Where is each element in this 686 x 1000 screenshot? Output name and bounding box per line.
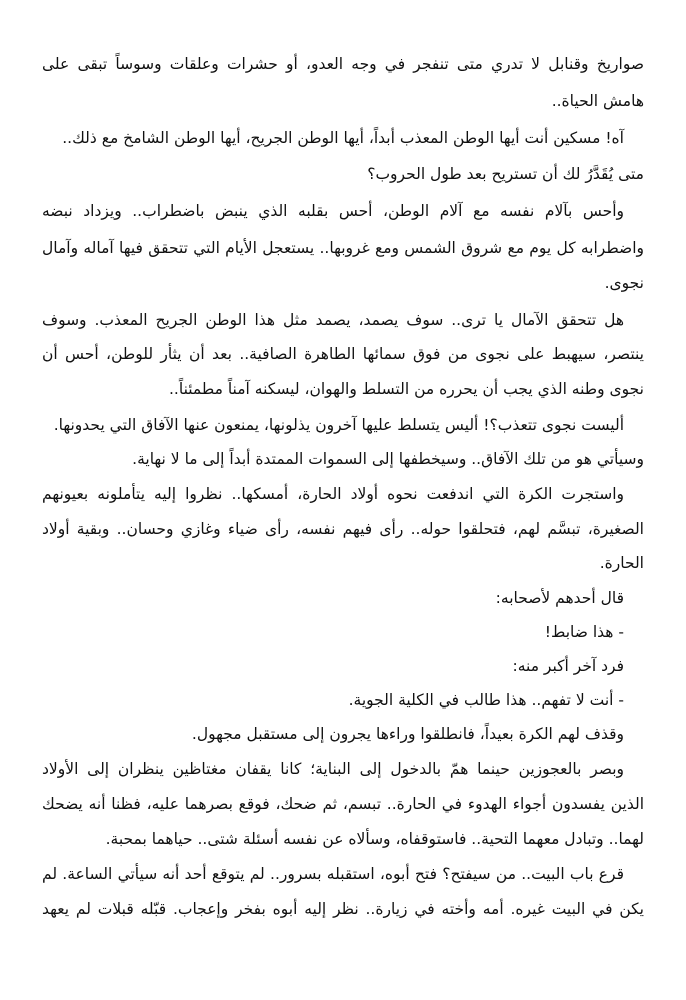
text-line: واضطرابه كل يوم مع شروق الشمس ومع غروبها.. يستعجل الأيام التي تتحقق فيها آماله وآمال [42, 239, 644, 257]
text-line: يكن في البيت غيره. أمه وأخته في زيارة.. نظر إليه أبوه بفخر وإعجاب. قبّله قبلات لم يعهد [42, 900, 644, 918]
text-line: الذين يفسدون أجواء الهدوء في الحارة.. تبسم، ثم ضحك، فوقع بصرهما عليه، فظنا أنه يضحك [42, 795, 644, 813]
text-line: لهما.. وتبادل معهما التحية.. فاستوقفاه، وسألاه عن نفسه أسئلة شتى.. حياهما بمحبة. [105, 830, 644, 848]
text-line: صواريخ وقنابل لا تدري متى تنفجر في وجه العدو، أو حشرات وعلقات وسوساً تبقى على [42, 55, 644, 73]
text-line: آه! مسكين أنت أيها الوطن المعذب أبداً، أيها الوطن الجريح، أيها الوطن الشامخ مع ذلك.. [62, 129, 624, 147]
text-line: وقذف لهم الكرة بعيداً، فانطلقوا وراءها يجرون إلى مستقبل مجهول. [191, 725, 624, 743]
text-line: وسيأتي هو من تلك الآفاق.. وسيخطفها إلى السموات الممتدة أبداً إلى ما لا نهاية. [132, 450, 644, 468]
text-line: قال أحدهم لأصحابه: [495, 589, 624, 607]
text-line: وأحس بآلام نفسه مع آلام الوطن، أحس بقلبه الذي ينبض باضطراب.. ويزداد نبضه [42, 202, 624, 220]
text-line: الصغيرة، تبسَّم لهم، فتحلقوا حوله.. رأى فيهم نفسه، رأى ضياء وغازي وحسان.. وبقية أولاد [42, 520, 644, 538]
text-line: أليست نجوى تتعذب؟! أليس يتسلط عليها آخرون يذلونها، يمنعون عنها الآفاق التي يحدونها. [53, 416, 624, 434]
text-line: واستجرت الكرة التي اندفعت نحوه أولاد الحارة، أمسكها.. نظروا إليه يتأملونه بعيونهم [42, 485, 624, 503]
text-line: ينتصر، سيهبط على نجوى من فوق سمائها الطاهرة الصافية.. بعد أن يثأر للوطن، أحس أن [42, 345, 644, 363]
text-line: هامش الحياة.. [551, 92, 644, 110]
text-line: هل تتحقق الآمال يا ترى.. سوف يصمد، يصمد مثل هذا الوطن الجريح المعذب. وسوف [42, 311, 624, 329]
text-line: - هذا ضابط! [544, 623, 624, 641]
text-line: نجوى. [604, 274, 644, 292]
text-line: الحارة. [599, 554, 644, 572]
text-line: وبصر بالعجوزين حينما همّ بالدخول إلى البناية؛ كانا يقفان مغتاظين ينظران إلى الأولاد [42, 760, 624, 778]
text-line: نجوى وطنه الذي يجب أن يحرره من التسلط والهوان، ليسكنه آمناً مطمئناً.. [169, 380, 644, 398]
text-line: متى يُقَدَّرُ لك أن تستريح بعد طول الحروب؟ [367, 165, 644, 183]
text-line: فرد آخر أكبر منه: [512, 657, 624, 675]
text-line: قرع باب البيت.. من سيفتح؟ فتح أبوه، استقبله بسرور.. لم يتوقع أحد أنه سيأتي الساعة. لم [42, 865, 624, 883]
text-line: - أنت لا تفهم.. هذا طالب في الكلية الجوية. [348, 691, 624, 709]
